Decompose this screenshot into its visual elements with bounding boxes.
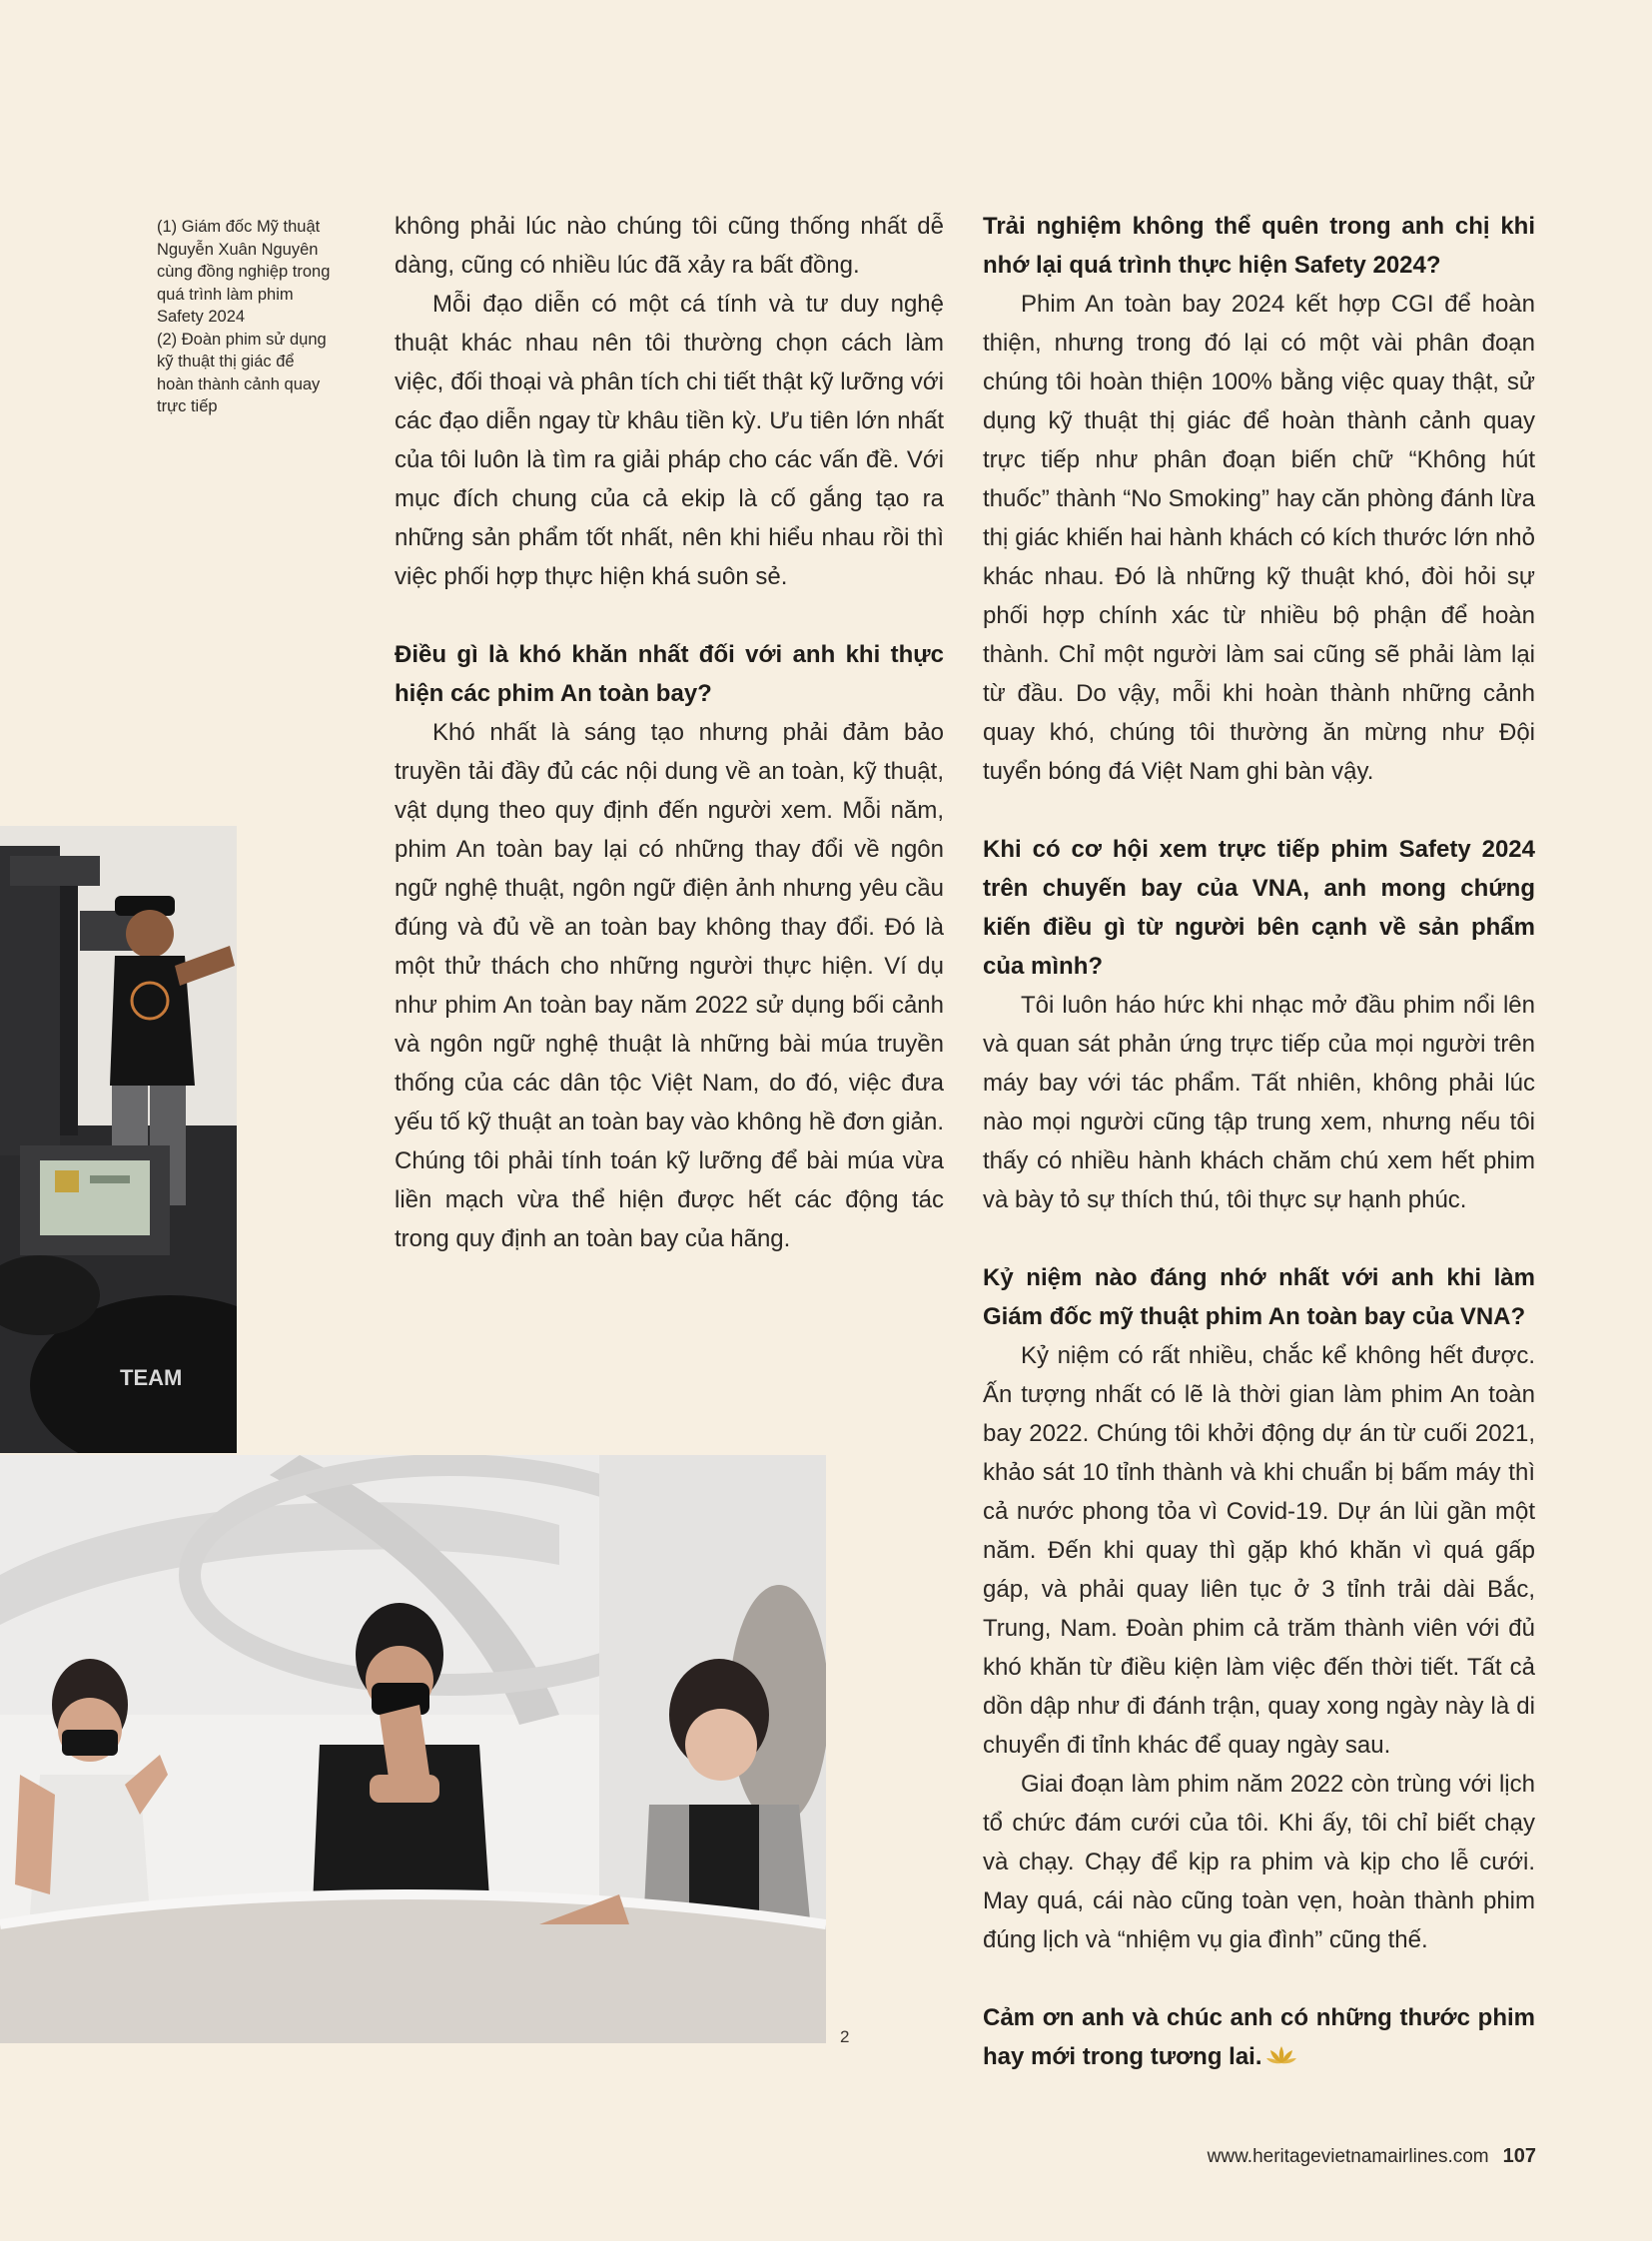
lotus-icon — [1266, 2039, 1296, 2078]
article-column-middle — [395, 207, 944, 1258]
interview-answer: Phim An toàn bay 2024 kết hợp CGI để hoàn thiện, nhưng trong đó lại có một vài phân đoạn chúng tôi hoàn thiện 100% bằng việc quay thật, sử dụng kỹ thuật thị giác để hoàn thành cảnh quay trực tiếp như phân đoạn biến chữ “Không hút thuốc” thành “No Smoking” hay căn phòng đánh lừa thị giác khiến hai hành khách có kích thước lớn nhỏ khác nhau. Đó là những kỹ thuật khó, đòi hỏi sự phối hợp chính xác từ nhiều bộ phận để hoàn thành. Chỉ một người làm sai cũng sẽ phải làm lại từ đầu. Do vậy, mỗi khi hoàn thành những cảnh quay khó, chúng tôi thường ăn mừng như Đội tuyển bóng đá Việt Nam ghi bàn vậy. — [983, 291, 1535, 785]
footer-url: www.heritagevietnamairlines.com — [1207, 2146, 1489, 2167]
photo-number: 2 — [840, 2027, 850, 2046]
interview-answer: Giai đoạn làm phim năm 2022 còn trùng với lịch tổ chức đám cưới của tôi. Khi ấy, tôi chỉ biết chạy và chạy. Chạy để kịp ra phim và kịp cho lễ cưới. May quá, cái nào cũng toàn vẹn, hoàn thành phim đúng lịch và “nhiệm vụ gia đình” cũng thế. — [983, 1771, 1535, 1953]
page-number: 107 — [1502, 2145, 1536, 2167]
closing-line — [983, 1998, 1535, 2078]
paragraph: không phải lúc nào chúng tôi cũng thống nhất dễ dàng, cũng có nhiều lúc đã xảy ra bất đồng. — [395, 213, 944, 279]
caption-line: cùng đồng nghiệp trong — [157, 263, 331, 281]
page-footer — [1208, 2145, 1536, 2168]
interview-question: Trải nghiệm không thể quên trong anh chị khi nhớ lại quá trình thực hiện Safety 2024? — [983, 213, 1535, 279]
caption-line: Safety 2024 — [157, 308, 246, 326]
photo-rehearsal — [0, 1455, 826, 2043]
caption-line: Nguyễn Xuân Nguyên — [157, 240, 319, 259]
interview-answer: Kỷ niệm có rất nhiều, chắc kể không hết được. Ấn tượng nhất có lẽ là thời gian làm phim An toàn bay 2022. Chúng tôi khởi động dự án từ cuối 2021, khảo sát 10 tỉnh thành và khi chuẩn bị bấm máy thì cả nước phong tỏa vì Covid-19. Dự án lùi gần một năm. Đến khi quay thì gặp khó khăn vì quá gấp gáp, và phải quay liên tục ở 3 tỉnh trải dài Bắc, Trung, Nam. Đoàn phim cả trăm thành viên với đủ khó khăn từ điều kiện làm việc đến thời tiết. Tất cả dồn dập như đi đánh trận, quay xong ngày này là di chuyển đi tỉnh khác để quay ngày sau. — [983, 1342, 1535, 1759]
caption-line: (1) Giám đốc Mỹ thuật — [157, 218, 321, 236]
photo-film-set — [0, 826, 237, 1453]
svg-text:TEAM: TEAM — [120, 1365, 183, 1390]
closing-text: Cảm ơn anh và chúc anh có những thước phim hay mới trong tương lai. — [983, 2004, 1535, 2070]
caption-line: trực tiếp — [157, 397, 218, 415]
paragraph: Mỗi đạo diễn có một cá tính và tư duy nghệ thuật khác nhau nên tôi thường chọn cách làm việc, đối thoại và phân tích chi tiết thật kỹ lưỡng với các đạo diễn ngay từ khâu tiền kỳ. Ưu tiên lớn nhất của tôi luôn là tìm ra giải pháp cho các vấn đề. Với mục đích chung của cả ekip là cố gắng tạo ra những sản phẩm tốt nhất, nên khi hiểu nhau rồi thì việc phối hợp thực hiện khá suôn sẻ. — [395, 291, 944, 590]
caption-line: (2) Đoàn phim sử dụng — [157, 330, 327, 349]
interview-answer: Tôi luôn háo hức khi nhạc mở đầu phim nổi lên và quan sát phản ứng trực tiếp của mọi người trên máy bay với tác phẩm. Tất nhiên, không phải lúc nào mọi người cũng tập trung xem, nhưng nếu tôi thấy có nhiều hành khách chăm chú xem hết phim và bày tỏ sự thích thú, tôi thực sự hạnh phúc. — [983, 992, 1535, 1213]
interview-answer: Khó nhất là sáng tạo nhưng phải đảm bảo truyền tải đầy đủ các nội dung về an toàn, kỹ thuật, vật dụng theo quy định đến người xem. Mỗi năm, phim An toàn bay lại có những thay đổi về ngôn ngữ nghệ thuật, ngôn ngữ điện ảnh nhưng yêu cầu đúng và đủ về an toàn bay không thay đổi. Đó là một thử thách cho những người thực hiện. Ví dụ như phim An toàn bay năm 2022 sử dụng bối cảnh và ngôn ngữ nghệ thuật là những bài múa truyền thống của các dân tộc Việt Nam, do đó, việc đưa yếu tố kỹ thuật an toàn bay vào không hề đơn giản. Chúng tôi phải tính toán kỹ lưỡng để bài múa vừa liền mạch vừa thể hiện được hết các động tác trong quy định an toàn bay của hãng. — [395, 719, 944, 1252]
interview-question: Kỷ niệm nào đáng nhớ nhất với anh khi làm Giám đốc mỹ thuật phim An toàn bay của VNA? — [983, 1264, 1535, 1330]
caption-line: kỹ thuật thị giác để — [157, 353, 295, 371]
photo-caption — [157, 216, 357, 418]
interview-question: Điều gì là khó khăn nhất đối với anh khi thực hiện các phim An toàn bay? — [395, 641, 944, 707]
interview-question: Khi có cơ hội xem trực tiếp phim Safety 2024 trên chuyến bay của VNA, anh mong chứng kiến điều gì từ người bên cạnh về sản phẩm của mình? — [983, 836, 1535, 980]
article-column-right — [983, 207, 1535, 2078]
caption-line: quá trình làm phim — [157, 285, 294, 304]
caption-line: hoàn thành cảnh quay — [157, 374, 321, 393]
